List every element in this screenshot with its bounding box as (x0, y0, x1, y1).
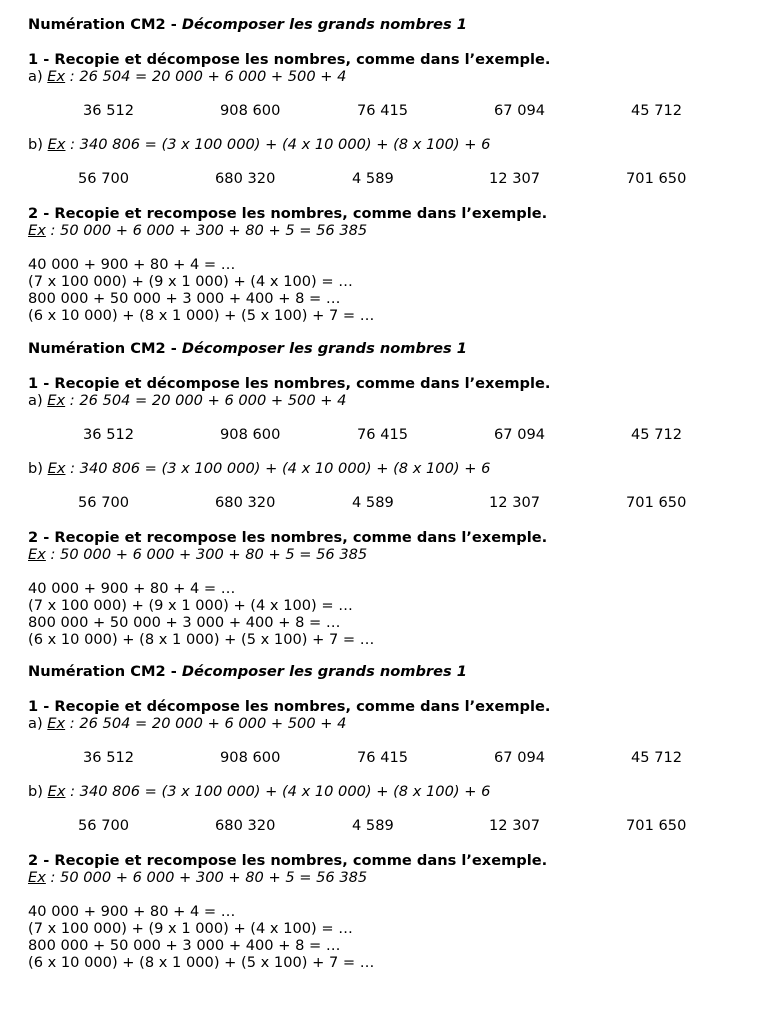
number-a-4: 67 094 (494, 102, 546, 119)
recompose-line-2: (7 x 100 000) + (9 x 1 000) + (4 x 100) = … (28, 596, 353, 614)
example-b (28, 136, 490, 153)
exercise-2-heading: 2 - Recopie et recompose les nombres, comme dans l’exemple. (28, 528, 548, 546)
example-2 (28, 546, 367, 563)
example-b (28, 460, 490, 477)
number-b-1: 56 700 (78, 493, 130, 511)
example-2-text: : 50 000 + 6 000 + 300 + 80 + 5 = 56 385 (45, 222, 368, 239)
recompose-line-2: (7 x 100 000) + (9 x 1 000) + (4 x 100) = … (28, 920, 353, 937)
exercise-2-heading: 2 - Recopie et recompose les nombres, comme dans l’exemple. (28, 205, 548, 222)
number-a-4: 67 094 (494, 425, 546, 443)
title-prefix: Numération CM2 - (28, 339, 182, 357)
ex-label: Ex (28, 869, 46, 886)
part-a-label: a) (28, 391, 48, 409)
part-b-label: b) (28, 783, 48, 800)
number-a-5: 45 712 (631, 102, 683, 119)
worksheet-title (28, 340, 467, 357)
recompose-line-1: 40 000 + 900 + 80 + 4 = … (28, 579, 236, 597)
example-b-text: : 340 806 = (3 x 100 000) + (4 x 10 000) + (8 x 100) + 6 (65, 459, 491, 477)
number-a-3: 76 415 (357, 749, 409, 766)
number-a-4: 67 094 (494, 749, 546, 766)
number-b-5: 701 650 (626, 493, 687, 511)
part-b-label: b) (28, 459, 48, 477)
number-a-2: 908 600 (220, 749, 281, 766)
number-a-1: 36 512 (83, 102, 135, 119)
title-prefix: Numération CM2 - (28, 16, 182, 33)
title-main: Décomposer les grands nombres 1 (181, 16, 467, 33)
number-b-4: 12 307 (489, 817, 541, 834)
recompose-line-1: 40 000 + 900 + 80 + 4 = … (28, 903, 236, 920)
number-b-3: 4 589 (352, 170, 394, 187)
title-main: Décomposer les grands nombres 1 (181, 339, 467, 357)
recompose-line-4: (6 x 10 000) + (8 x 1 000) + (5 x 100) + 7 = … (28, 307, 375, 324)
ex-label: Ex (47, 459, 66, 477)
number-b-4: 12 307 (489, 493, 541, 511)
ex-label: Ex (47, 68, 66, 85)
number-b-2: 680 320 (215, 817, 276, 834)
part-a-label: a) (28, 715, 48, 732)
number-b-2: 680 320 (215, 170, 276, 187)
ex-label: Ex (47, 391, 66, 409)
recompose-line-4: (6 x 10 000) + (8 x 1 000) + (5 x 100) + 7 = … (28, 630, 375, 648)
number-a-1: 36 512 (83, 749, 135, 766)
example-2-text: : 50 000 + 6 000 + 300 + 80 + 5 = 56 385 (45, 869, 368, 886)
ex-label: Ex (47, 783, 66, 800)
ex-label: Ex (47, 136, 66, 153)
exercise-2-heading: 2 - Recopie et recompose les nombres, comme dans l’exemple. (28, 852, 548, 869)
number-b-3: 4 589 (352, 493, 394, 511)
example-a-text: : 26 504 = 20 000 + 6 000 + 500 + 4 (65, 715, 347, 732)
example-a-text: : 26 504 = 20 000 + 6 000 + 500 + 4 (65, 391, 347, 409)
example-a (28, 392, 346, 409)
exercise-1-heading: 1 - Recopie et décompose les nombres, comme dans l’exemple. (28, 374, 551, 392)
number-a-1: 36 512 (83, 425, 135, 443)
title-prefix: Numération CM2 - (28, 663, 182, 680)
worksheet (28, 0, 748, 324)
ex-label: Ex (28, 222, 46, 239)
ex-label: Ex (47, 715, 66, 732)
ex-label: Ex (28, 545, 46, 563)
number-b-3: 4 589 (352, 817, 394, 834)
example-b-text: : 340 806 = (3 x 100 000) + (4 x 10 000) + (8 x 100) + 6 (65, 136, 491, 153)
recompose-line-3: 800 000 + 50 000 + 3 000 + 400 + 8 = … (28, 613, 341, 631)
exercise-1-heading: 1 - Recopie et décompose les nombres, comme dans l’exemple. (28, 698, 551, 715)
number-b-1: 56 700 (78, 817, 130, 834)
number-b-2: 680 320 (215, 493, 276, 511)
example-b-text: : 340 806 = (3 x 100 000) + (4 x 10 000) + (8 x 100) + 6 (65, 783, 491, 800)
worksheet (28, 647, 748, 971)
title-main: Décomposer les grands nombres 1 (181, 663, 467, 680)
example-a (28, 68, 346, 85)
number-a-5: 45 712 (631, 425, 683, 443)
recompose-line-4: (6 x 10 000) + (8 x 1 000) + (5 x 100) + 7 = … (28, 954, 375, 971)
number-b-5: 701 650 (626, 817, 687, 834)
number-a-5: 45 712 (631, 749, 683, 766)
exercise-1-heading: 1 - Recopie et décompose les nombres, comme dans l’exemple. (28, 51, 551, 68)
worksheet-title (28, 663, 467, 680)
number-b-4: 12 307 (489, 170, 541, 187)
recompose-line-3: 800 000 + 50 000 + 3 000 + 400 + 8 = … (28, 937, 341, 954)
worksheet-title (28, 16, 467, 33)
example-b (28, 783, 490, 800)
example-2-text: : 50 000 + 6 000 + 300 + 80 + 5 = 56 385 (45, 545, 368, 563)
number-a-2: 908 600 (220, 425, 281, 443)
example-a (28, 715, 346, 732)
recompose-line-2: (7 x 100 000) + (9 x 1 000) + (4 x 100) = … (28, 273, 353, 290)
example-2 (28, 222, 367, 239)
number-a-3: 76 415 (357, 102, 409, 119)
worksheet (28, 324, 748, 648)
recompose-line-1: 40 000 + 900 + 80 + 4 = … (28, 256, 236, 273)
number-b-1: 56 700 (78, 170, 130, 187)
part-a-label: a) (28, 68, 48, 85)
worksheet-page (28, 0, 748, 971)
number-a-2: 908 600 (220, 102, 281, 119)
example-2 (28, 869, 367, 886)
number-b-5: 701 650 (626, 170, 687, 187)
number-a-3: 76 415 (357, 425, 409, 443)
recompose-line-3: 800 000 + 50 000 + 3 000 + 400 + 8 = … (28, 290, 341, 307)
part-b-label: b) (28, 136, 48, 153)
example-a-text: : 26 504 = 20 000 + 6 000 + 500 + 4 (65, 68, 347, 85)
